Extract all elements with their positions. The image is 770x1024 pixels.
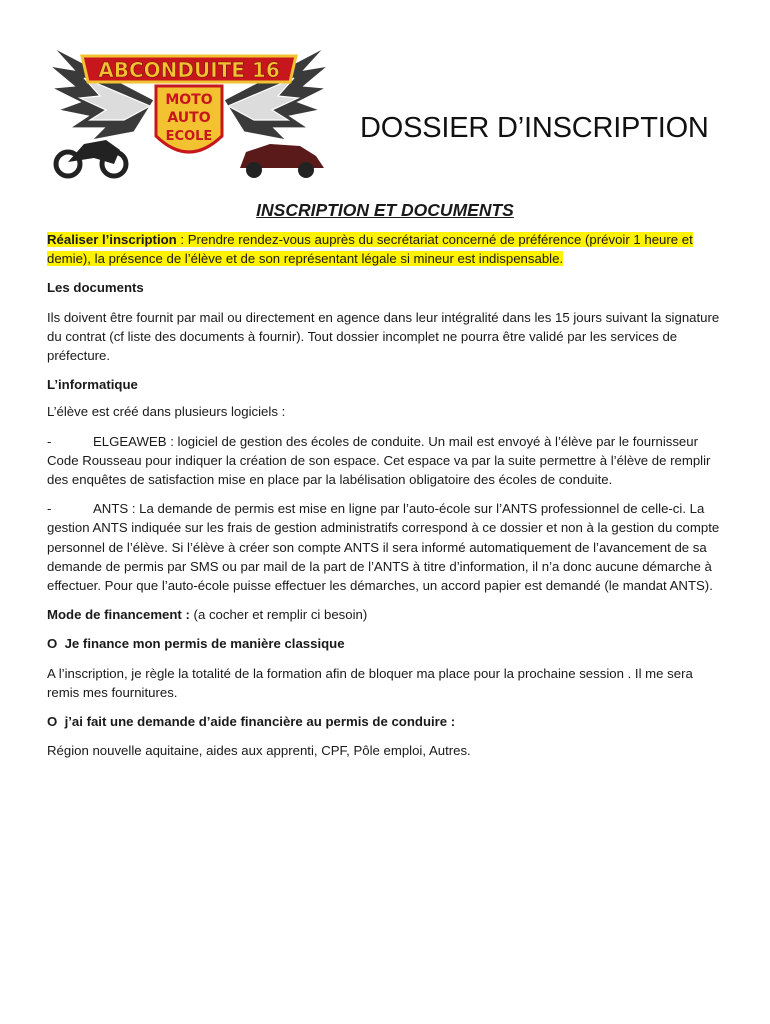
option-classique[interactable] — [47, 634, 723, 653]
inscription-paragraph — [47, 230, 723, 268]
financement-heading-line — [47, 605, 723, 624]
brand-text: ABCONDUITE 16 — [98, 58, 280, 82]
financement-heading: Mode de financement : — [47, 607, 190, 623]
motorcycle-graphic — [56, 140, 126, 176]
logo-line-ecole: ECOLE — [165, 129, 213, 144]
school-logo — [44, 40, 334, 180]
inscription-label: Réaliser l’inscription — [47, 232, 177, 247]
option-marker[interactable]: O — [47, 636, 58, 652]
option-aide-financiere[interactable] — [47, 712, 723, 731]
financement-note: (a cocher et remplir ci besoin) — [189, 607, 368, 623]
option-label: j’ai fait une demande d’aide financière au permis de conduire : — [64, 714, 456, 730]
car-graphic — [240, 144, 324, 178]
section-title: INSCRIPTION ET DOCUMENTS — [256, 200, 514, 220]
option-marker[interactable]: O — [47, 714, 58, 730]
document-title: DOSSIER D’INSCRIPTION — [360, 112, 709, 144]
option-label: Je finance mon permis de manière classique — [64, 636, 345, 652]
document-body — [47, 198, 723, 760]
list-item-elgeaweb — [47, 432, 723, 490]
list-item-text: ANTS : La demande de permis est mise en ligne par l’auto-école sur l’ANTS professionnel de celle-ci. La gestion ANTS indiquée sur les frais de gestion administratifs correspond à ce dossier et non à la gestion du compte personnel de l’élève. Si l’élève à créer son compte ANTS il sera informé automatiquement de l’avancement de sa demande de permis par SMS ou par mail de la part de l’ANTS à titre d’information, il n’a donc aucune démarche à effectuer. Pour que l’auto-école puisse effectuer les démarches, un accord papier est demandé (le mandat ANTS). — [47, 501, 720, 594]
informatique-intro: L’élève est créé dans plusieurs logiciels : — [47, 404, 286, 420]
list-item-ants — [47, 499, 723, 595]
documents-text: Ils doivent être fournit par mail ou directement en agence dans leur intégralité dans les 15 jours suivant la signature du contrat (cf liste des documents à fournir). Tout dossier incomplet ne pourra être validé par les services de préfecture. — [47, 309, 720, 364]
list-bullet: - — [47, 433, 52, 449]
logo-line-moto: MOTO — [165, 92, 213, 108]
list-item-text: ELGEAWEB : logiciel de gestion des écoles de conduite. Un mail est envoyé à l’élève par le fournisseur Code Rousseau pour indiquer la création de son espace. Cet espace va par la suite permettre à l’élève de remplir des enquêtes de satisfaction mise en place par la labélisation obligatoire des écoles de conduite. — [47, 433, 711, 488]
inscription-text: : Prendre rendez-vous auprès du secrétariat concerné de préférence (prévoir 1 heure et demie), la présence de l’élève et de son représentant légale si mineur est indispensable. — [47, 232, 693, 267]
option-classique-text: A l’inscription, je règle la totalité de la formation afin de bloquer ma place pour la prochaine session . Il me sera remis mes fournitures. — [47, 665, 693, 700]
option-aide-text: Région nouvelle aquitaine, aides aux apprenti, CPF, Pôle emploi, Autres. — [47, 743, 471, 759]
list-bullet: - — [47, 501, 52, 517]
logo-line-auto: AUTO — [167, 110, 211, 126]
informatique-heading: L’informatique — [47, 377, 138, 393]
documents-heading: Les documents — [47, 280, 144, 296]
